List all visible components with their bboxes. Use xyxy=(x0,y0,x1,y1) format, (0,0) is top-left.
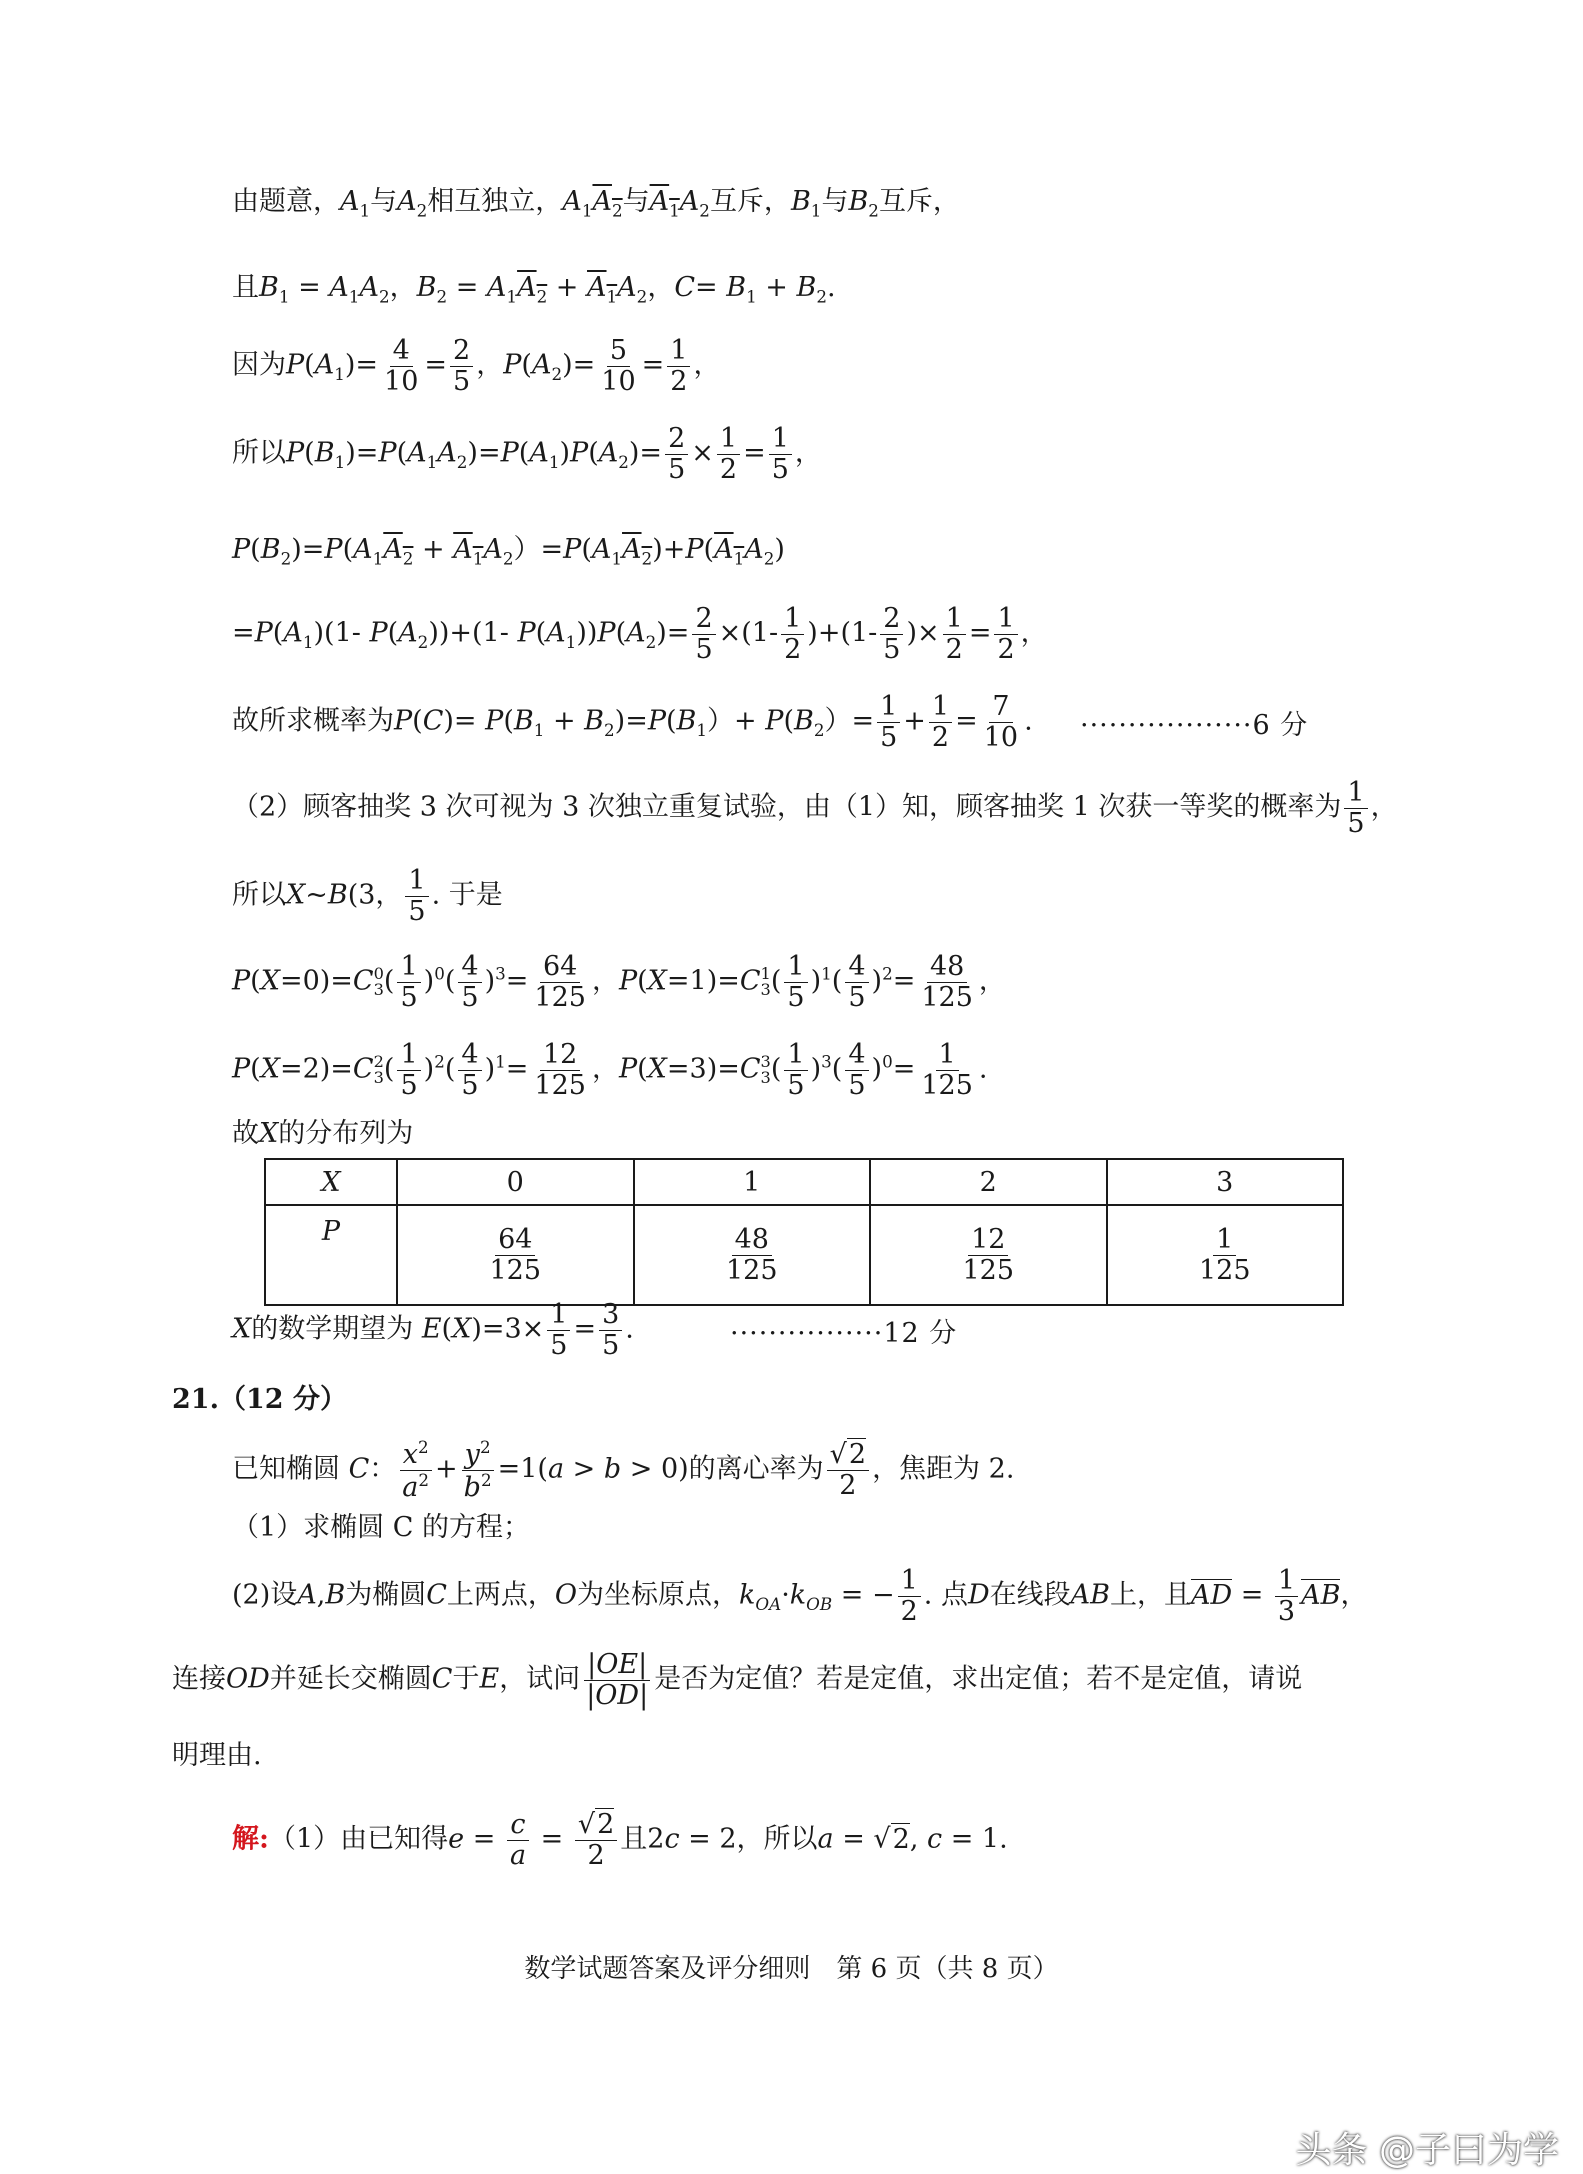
table-header-cell: X xyxy=(265,1159,397,1205)
text-line-5: $P(B_2)=P(A_1A_2 + A_1A_2)=P(A_1A_2)+P(A_1A_2)$ xyxy=(232,534,785,569)
question-21-intro: 已知椭圆 C： $\frac{x^2}{a^2}$ + $\frac{y^2}{b^2}$ =1(a > b > 0)的离心率为 $\frac{√2}{2}$ ，焦距为 2. xyxy=(232,1437,1015,1503)
text-line-3: 因为$P(A_1)=$ $\frac{4}{10}$ = $\frac{2}{5}$ ，$P(A_2)=$ $\frac{5}{10}$ = $\frac{1}{2}$ ， xyxy=(232,335,721,397)
score-marker-12: ················12 分 xyxy=(730,1318,958,1349)
solution-line: 解:（1）由已知得e = $\frac{c}{a}$ = $\frac{√2}{2}$ 且2c = 2，所以a = √2, c = 1. xyxy=(232,1809,1008,1871)
table-row xyxy=(265,1205,1343,1305)
text-line-4: 所以$P(B_1)=P(A_1A_2)=P(A_1)P(A_2)=$ $\frac{2}{5}$ × $\frac{1}{2}$ = $\frac{1}{5}$ ， xyxy=(232,423,822,485)
text-line-12: 故X的分布列为 xyxy=(232,1118,414,1149)
solution-label: 解 xyxy=(232,1823,259,1855)
watermark: 头条 @子曰为学 xyxy=(1295,2130,1559,2171)
table-cell: $\frac{1}{125}$ xyxy=(1107,1205,1344,1305)
table-header-row xyxy=(265,1159,1343,1205)
score-marker-6: ··················6 分 xyxy=(1080,710,1309,741)
text-line-2: 且$B_1 = A_1A_2$，$B_2 = A_1A_2 + A_1A_2$，$C= B_1 + B_2$. xyxy=(232,272,836,307)
expectation-line: X的数学期望为 E(X)=3× $\frac{1}{5}$ = $\frac{3}{5}$ . xyxy=(232,1299,634,1361)
table-header-cell: 1 xyxy=(634,1159,871,1205)
question-21-part2: (2)设A,B为椭圆C上两点，O为坐标原点，$k_{OA}\cdot k_{OB}$ = − $\frac{1}{2}$ . 点D在线段AB上，且AD = $\frac{1}{3}$ AB， xyxy=(232,1565,1368,1627)
distribution-table xyxy=(264,1158,1344,1306)
text-line-10: P(X=0)=C 0 3 ( $\frac{1}{5}$ )$^0$( $\frac{4}{5}$ )$^3$= $\frac{64}{125}$ ，P(X=1)=C 1 3 ( $\frac{1}{5}$ )$^1$( $\frac{4}{5}$ )$^2$= $\frac{48}{125}$ ， xyxy=(232,951,1006,1013)
table-header-cell: 3 xyxy=(1107,1159,1344,1205)
question-21-heading: 21.（12 分） xyxy=(172,1384,347,1415)
text-line-8: （2）顾客抽奖 3 次可视为 3 次独立重复试验，由（1）知，顾客抽奖 1 次获一等奖的概率为 $\frac{1}{5}$ ， xyxy=(232,777,1398,839)
question-21-line2: 连接OD并延长交椭圆C于E，试问 $\frac{|OE|}{|OD|}$ 是否为定值？若是定值，求出定值；若不是定值，请说 xyxy=(172,1649,1303,1711)
table-cell: $\frac{48}{125}$ xyxy=(634,1205,871,1305)
question-21-part1: （1）求椭圆 C 的方程； xyxy=(232,1512,531,1543)
text-line-9: 所以X~B(3， $\frac{1}{5}$ . 于是 xyxy=(232,865,503,927)
page-footer: 数学试题答案及评分细则 第 6 页（共 8 页） xyxy=(524,1954,1059,1984)
table-row-label: P xyxy=(265,1205,397,1305)
table-cell: $\frac{12}{125}$ xyxy=(870,1205,1107,1305)
table-header-cell: 2 xyxy=(870,1159,1107,1205)
question-21-line3: 明理由. xyxy=(172,1740,262,1771)
table-cell: $\frac{64}{125}$ xyxy=(397,1205,634,1305)
table-header-cell: 0 xyxy=(397,1159,634,1205)
text-line-6: $=P(A_1)(1-$ $P(A_2))+(1-$ $P(A_1))P(A_2)=$ $\frac{2}{5}$ ×(1- $\frac{1}{2}$ )+(1- $\frac{2}{5}$ )× $\frac{1}{2}$ = $\frac{1}{2}$ ， xyxy=(232,603,1048,665)
text-line-7: 故所求概率为$P(C)= P(B_1 + B_2)=P(B_1)+ P(B_2)=$ $\frac{1}{5}$ + $\frac{1}{2}$ = $\frac{7}{10}$ . xyxy=(232,691,1033,753)
text-line-1: 由题意，$A_1$与$A_2$相互独立，$A_1A_2$与$A_1A_2$互斥，$B_1$与$B_2$互斥， xyxy=(232,186,960,221)
text-line-11: P(X=2)=C 2 3 ( $\frac{1}{5}$ )$^2$( $\frac{4}{5}$ )$^1$= $\frac{12}{125}$ ，P(X=3)=C 3 3 ( $\frac{1}{5}$ )$^3$( $\frac{4}{5}$ )$^0$= $\frac{1}{125}$ . xyxy=(232,1039,988,1101)
